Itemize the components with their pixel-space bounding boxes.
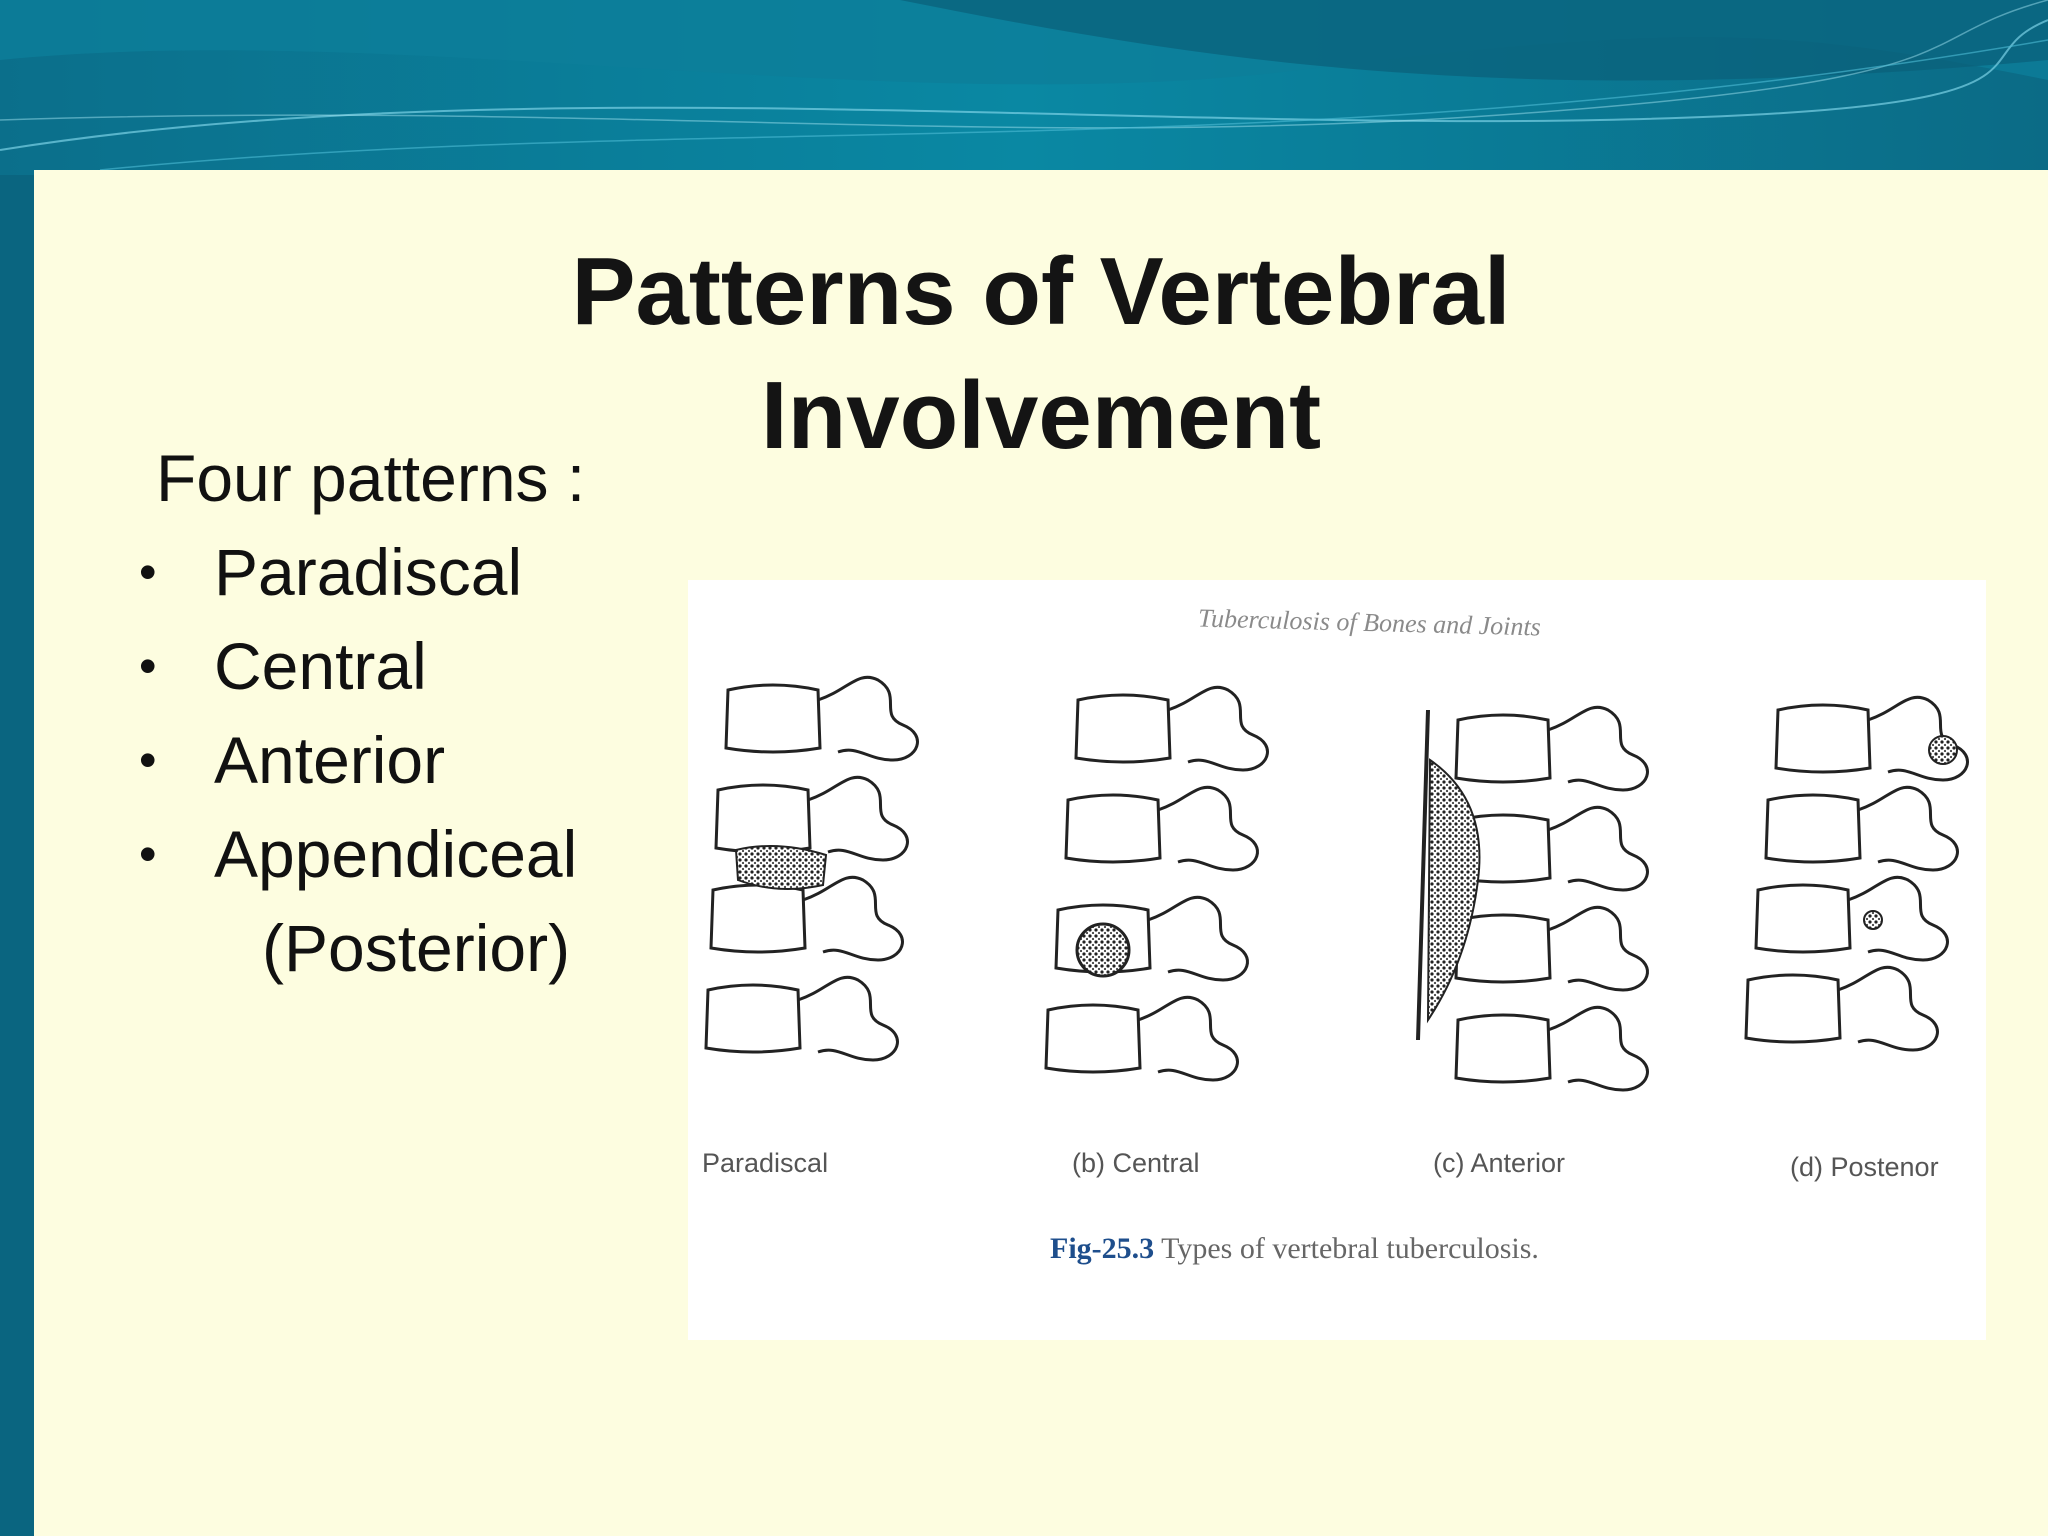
figure-header: Tuberculosis of Bones and Joints bbox=[1197, 603, 1542, 642]
list-item-sublabel: (Posterior) bbox=[262, 911, 571, 985]
figure-label-central: (b) Central bbox=[1072, 1148, 1200, 1178]
vertebra-drawing-paradiscal bbox=[706, 677, 917, 1060]
list-item bbox=[139, 713, 577, 807]
slide-content bbox=[34, 170, 2048, 1536]
bullet-icon: • bbox=[139, 638, 157, 694]
list-item-label: Paradiscal bbox=[214, 535, 523, 609]
vertebra-drawing-posterior bbox=[1746, 697, 1967, 1050]
figure-label-posterior: (d) Postenor bbox=[1790, 1152, 1939, 1182]
list-item bbox=[139, 525, 577, 619]
figure-caption bbox=[1050, 1232, 1539, 1266]
bullet-icon: • bbox=[139, 544, 157, 600]
pattern-list bbox=[139, 525, 577, 995]
intro-text: Four patterns : bbox=[156, 441, 586, 515]
bullet-icon: • bbox=[139, 826, 157, 882]
title-line-2: Involvement bbox=[760, 362, 1322, 469]
list-item-label: Anterior bbox=[214, 723, 446, 797]
figure-label-paradiscal: Paradiscal bbox=[702, 1148, 829, 1178]
figure-caption-ref: Fig-25.3 bbox=[1050, 1232, 1155, 1265]
bullet-icon: • bbox=[139, 732, 157, 788]
figure-caption-text: Types of vertebral tuberculosis. bbox=[1154, 1232, 1539, 1265]
vertebra-illustrations bbox=[688, 580, 1986, 1340]
list-item-label: Appendiceal bbox=[214, 817, 578, 891]
figure-label-anterior: (c) Anterior bbox=[1433, 1148, 1566, 1178]
figure-vertebral-tb bbox=[688, 580, 1986, 1340]
title-line-1: Patterns of Vertebral bbox=[571, 238, 1511, 345]
list-item bbox=[139, 807, 577, 995]
list-item bbox=[139, 619, 577, 713]
vertebra-drawing-anterior bbox=[1418, 707, 1647, 1090]
vertebra-drawing-central bbox=[1046, 687, 1267, 1080]
list-item-label: Central bbox=[214, 629, 427, 703]
